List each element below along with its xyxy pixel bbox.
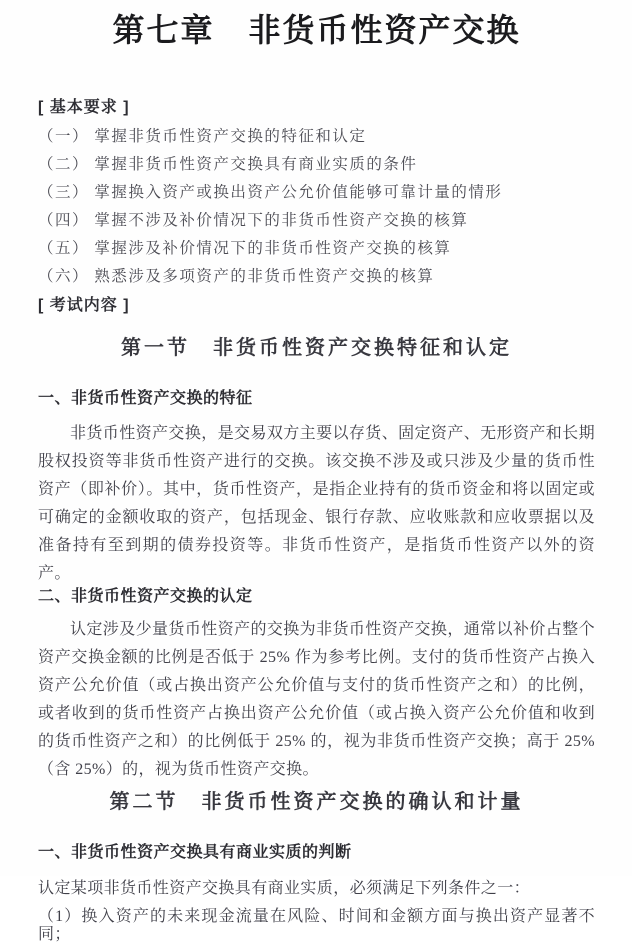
subheading-characteristics: 一、非货币性资产交换的特征 <box>38 390 253 407</box>
paragraph-recognition: 认定涉及少量货币性资产的交换为非货币性资产交换，通常以补价占整个资产交换金额的比例是否低于 25% 作为参考比例。支付的货币性资产占换入资产公允价值（或占换出资产公允价值与支付的货币性资产之和）的比例，或者收到的货币性资产占换出资产公允价值（或占换入资产公允价值和收到的货币性资产之和）的比例低于 25% 的，视为非货币性资产交换；高于 25%（含 25%）的，视为货币性资产交换。 <box>38 621 595 778</box>
chapter-title: 第七章 非货币性资产交换 <box>112 12 521 48</box>
subheading-commercial-substance: 一、非货币性资产交换具有商业实质的判断 <box>38 844 352 861</box>
subheading-recognition: 二、非货币性资产交换的认定 <box>38 588 253 605</box>
basic-requirements-label: [ 基本要求 ] <box>38 99 130 116</box>
requirement-item-2: （二） 掌握非货币性资产交换具有商业实质的条件 <box>38 156 418 173</box>
paragraph-characteristics: 非货币性资产交换，是交易双方主要以存货、固定资产、无形资产和长期股权投资等非货币性资产进行的交换。该交换不涉及或只涉及少量的货币性资产（即补价）。其中，货币性资产，是指企业持有的货币资金和将以固定或可确定的金额收取的资产，包括现金、银行存款、应收账款和应收票据以及准备持有至到期的债券投资等。非货币性资产，是指货币性资产以外的资产。 <box>38 425 595 582</box>
condition-item-1: （1）换入资产的未来现金流量在风险、时间和金额方面与换出资产显著不同； <box>38 908 595 943</box>
section2-heading: 第二节 非货币性资产交换的确认和计量 <box>109 791 524 813</box>
basic-requirements-list <box>38 123 595 291</box>
requirement-item-1: （一） 掌握非货币性资产交换的特征和认定 <box>38 128 367 145</box>
requirement-item-4: （四） 掌握不涉及补价情况下的非货币性资产交换的核算 <box>38 212 469 229</box>
requirement-item-5: （五） 掌握涉及补价情况下的非货币性资产交换的核算 <box>38 240 452 257</box>
commercial-substance-intro-line: 认定某项非货币性资产交换具有商业实质，必须满足下列条件之一： <box>38 880 531 897</box>
requirement-item-6: （六） 熟悉涉及多项资产的非货币性资产交换的核算 <box>38 268 435 285</box>
section1-heading: 第一节 非货币性资产交换特征和认定 <box>121 337 512 359</box>
exam-content-label: [ 考试内容 ] <box>38 297 130 314</box>
requirement-item-3: （三） 掌握换入资产或换出资产公允价值能够可靠计量的情形 <box>38 184 503 201</box>
